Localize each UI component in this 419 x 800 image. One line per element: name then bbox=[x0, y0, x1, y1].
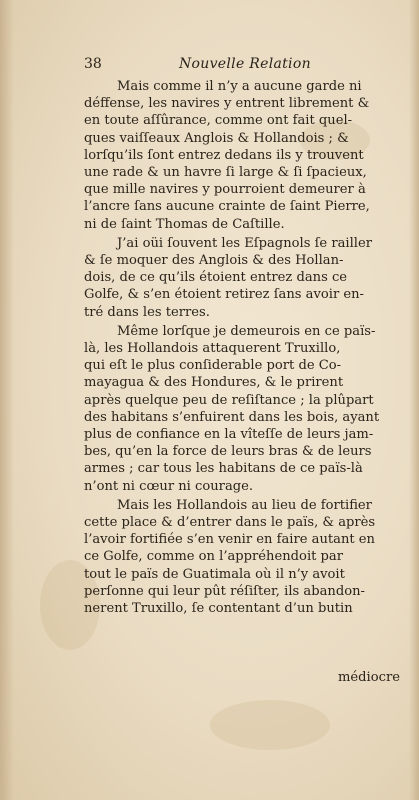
text-line: l’avoir fortifiée s’en venir en faire autant en bbox=[84, 532, 375, 548]
running-title: Nouvelle Relation bbox=[179, 56, 311, 72]
text-line: Même lorſque je demeurois en ce païs- bbox=[117, 323, 376, 339]
page-number: 38 bbox=[84, 56, 102, 72]
body-text bbox=[84, 78, 406, 619]
text-line: cette place & d’entrer dans le païs, & après bbox=[84, 515, 376, 531]
page-edge-shadow-left bbox=[0, 0, 14, 800]
text-line: Mais les Hollandois au lieu de fortifier bbox=[117, 497, 372, 513]
text-line: Golfe, & s’en étoient retirez ſans avoir en- bbox=[84, 287, 364, 303]
text-line: lorſqu’ils ſont entrez dedans ils y trouvent bbox=[84, 147, 364, 163]
paragraph-2 bbox=[84, 235, 406, 321]
text-line: armes ; car tous les habitans de ce païs-là bbox=[84, 461, 363, 477]
text-line: ce Golfe, comme on l’appréhendoit par bbox=[84, 549, 343, 565]
text-line: plus de confiance en la vîteſſe de leurs jam- bbox=[84, 427, 374, 443]
text-line: ni de ſaint Thomas de Caſtille. bbox=[84, 216, 285, 232]
text-line: dois, de ce qu’ils étoient entrez dans ce bbox=[84, 270, 348, 286]
text-line: qui eſt le plus conſiderable port de Co- bbox=[84, 358, 342, 374]
text-line: des habitans s’enfuirent dans les bois, ayant bbox=[84, 409, 380, 425]
text-line: en toute aſſûrance, comme ont fait quel- bbox=[84, 113, 353, 129]
text-line: tout le païs de Guatimala où il n’y avoit bbox=[84, 566, 345, 582]
text-line: que mille navires y pourroient demeurer à bbox=[84, 182, 366, 198]
text-line: l’ancre ſans aucune crainte de ſaint Pierre, bbox=[84, 199, 370, 215]
catchword: médiocre bbox=[338, 670, 400, 685]
paper-stain bbox=[210, 700, 330, 750]
page-header bbox=[84, 56, 384, 76]
text-line: mayagua & des Hondures, & le prirent bbox=[84, 375, 344, 391]
text-line: bes, qu’en la force de leurs bras & de leurs bbox=[84, 444, 372, 460]
paragraph-4 bbox=[84, 497, 406, 617]
text-line: nerent Truxillo, ſe contentant d’un butin bbox=[84, 601, 353, 617]
text-line: & ſe moquer des Anglois & des Hollan- bbox=[84, 253, 344, 269]
paragraph-3 bbox=[84, 323, 406, 495]
page-edge-shadow-right bbox=[409, 0, 419, 800]
text-line: une rade & un havre ſi large & ſi ſpacieux, bbox=[84, 165, 367, 181]
text-line: tré dans les terres. bbox=[84, 304, 210, 320]
text-line: J’ai oüi ſouvent les Eſpagnols ſe railler bbox=[117, 235, 372, 251]
paragraph-1 bbox=[84, 78, 406, 233]
text-line: déffense, les navires y entrent librement & bbox=[84, 96, 370, 112]
text-line: là, les Hollandois attaquerent Truxillo, bbox=[84, 341, 341, 357]
text-line: Mais comme il n’y a aucune garde ni bbox=[117, 79, 362, 94]
text-line: après quelque peu de reſiſtance ; la plûpart bbox=[84, 392, 374, 408]
text-line: perſonne qui leur pût réſiſter, ils abandon- bbox=[84, 583, 365, 599]
text-line: n’ont ni cœur ni courage. bbox=[84, 478, 254, 494]
text-line: ques vaiſſeaux Anglois & Hollandois ; & bbox=[84, 130, 349, 146]
